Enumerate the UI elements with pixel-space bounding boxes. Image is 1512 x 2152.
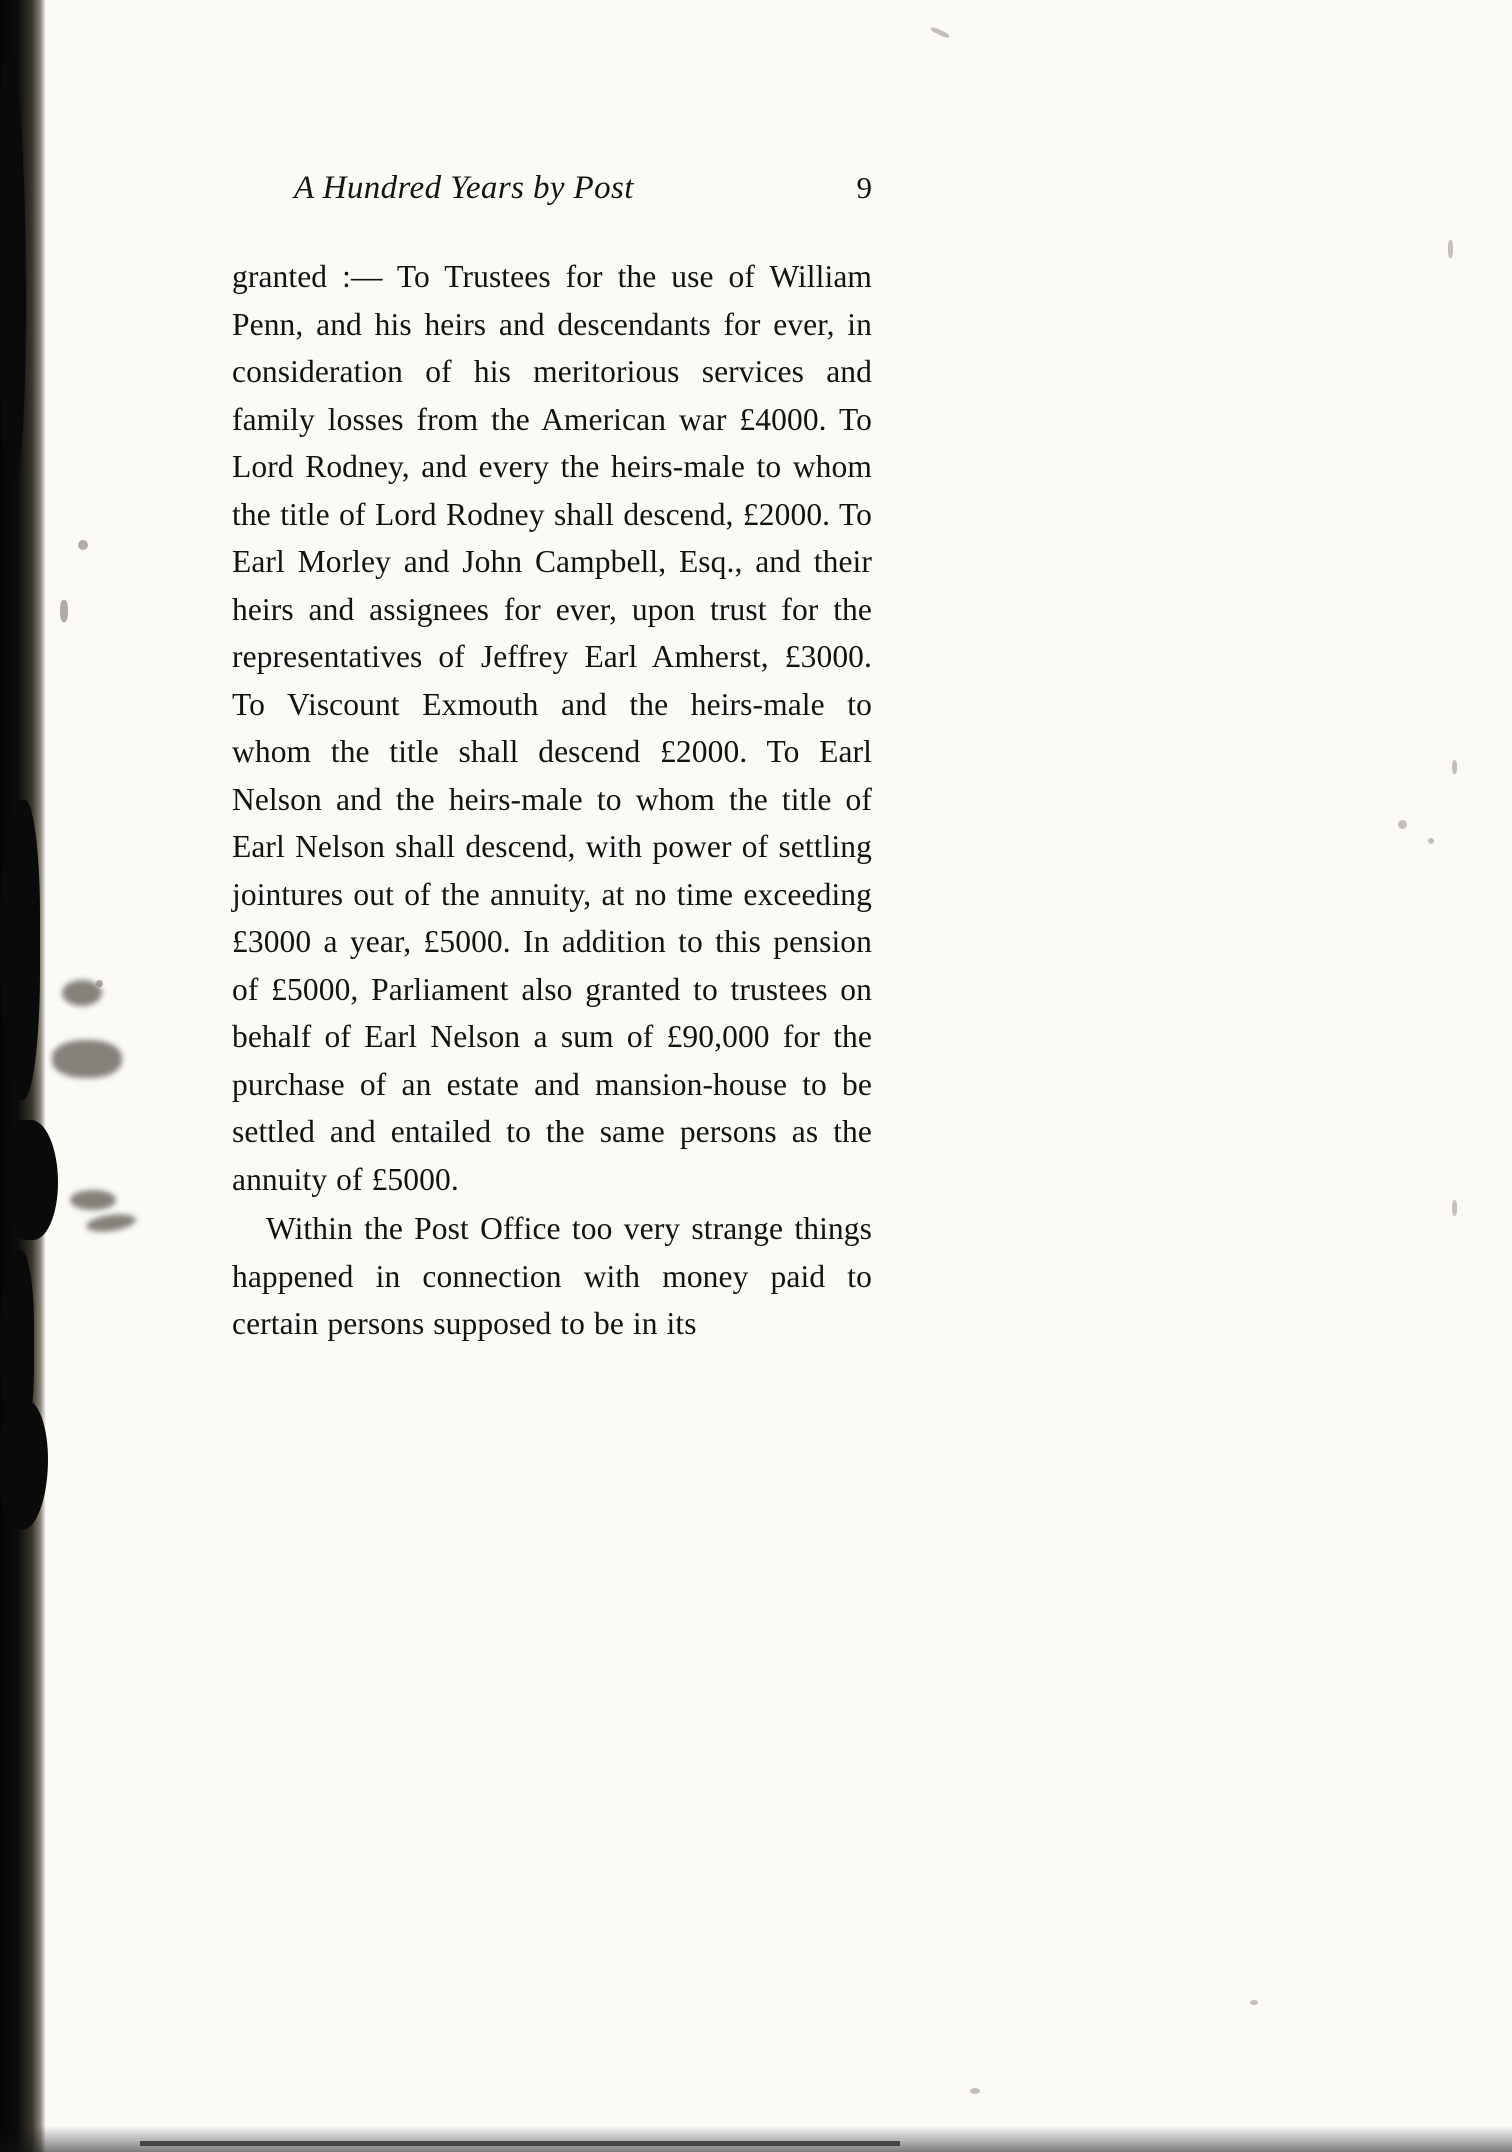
page-number: 9 (856, 170, 872, 205)
running-title: A Hundred Years by Post (294, 170, 634, 206)
scan-speck (1448, 240, 1453, 258)
page-header (232, 170, 872, 207)
scan-speck (970, 2088, 980, 2094)
binding-ink-blob (0, 800, 40, 1100)
scan-speck (96, 980, 103, 987)
scan-bottom-edge (0, 2126, 1512, 2152)
scan-speck (1398, 820, 1407, 829)
scan-speck (1452, 760, 1457, 774)
scan-speck (930, 26, 950, 39)
scan-smudge (52, 1040, 122, 1078)
scan-smudge (85, 1212, 137, 1235)
body-paragraph: granted :— To Trustees for the use of William Penn, and his heirs and descendants for ever, in consideration of his meritorious services and family losses from the American war £4000. To Lord Rodney, and every the heirs-male to whom the title of Lord Rodney shall descend, £2000. To Earl Morley and John Campbell, Esq., and their heirs and assignees for ever, upon trust for the representatives of Jeffrey Earl Amherst, £3000. To Viscount Exmouth and the heirs-male to whom the title shall descend £2000. To Earl Nelson and the heirs-male to whom the title of Earl Nelson shall descend, with power of settling jointures out of the annuity, at no time exceeding £3000 a year, £5000. In addition to this pension of £5000, Parliament also granted to trustees on behalf of Earl Nelson a sum of £90,000 for the purchase of an estate and mansion-house to be settled and entailed to the same persons as the annuity of £5000. (232, 259, 872, 1197)
body-paragraph: Within the Post Office too very strange things happened in connection with money paid to certain persons supposed to be in its (232, 1211, 872, 1341)
binding-ink-blob (6, 1120, 58, 1240)
scan-speck (1250, 2000, 1258, 2005)
scan-bottom-bar (140, 2141, 900, 2146)
scan-speck (60, 600, 68, 622)
page-text-block (232, 170, 872, 1348)
scan-speck (1428, 838, 1434, 844)
scan-speck (1452, 1200, 1457, 1216)
scan-speck (78, 540, 88, 550)
scan-smudge (70, 1190, 116, 1210)
